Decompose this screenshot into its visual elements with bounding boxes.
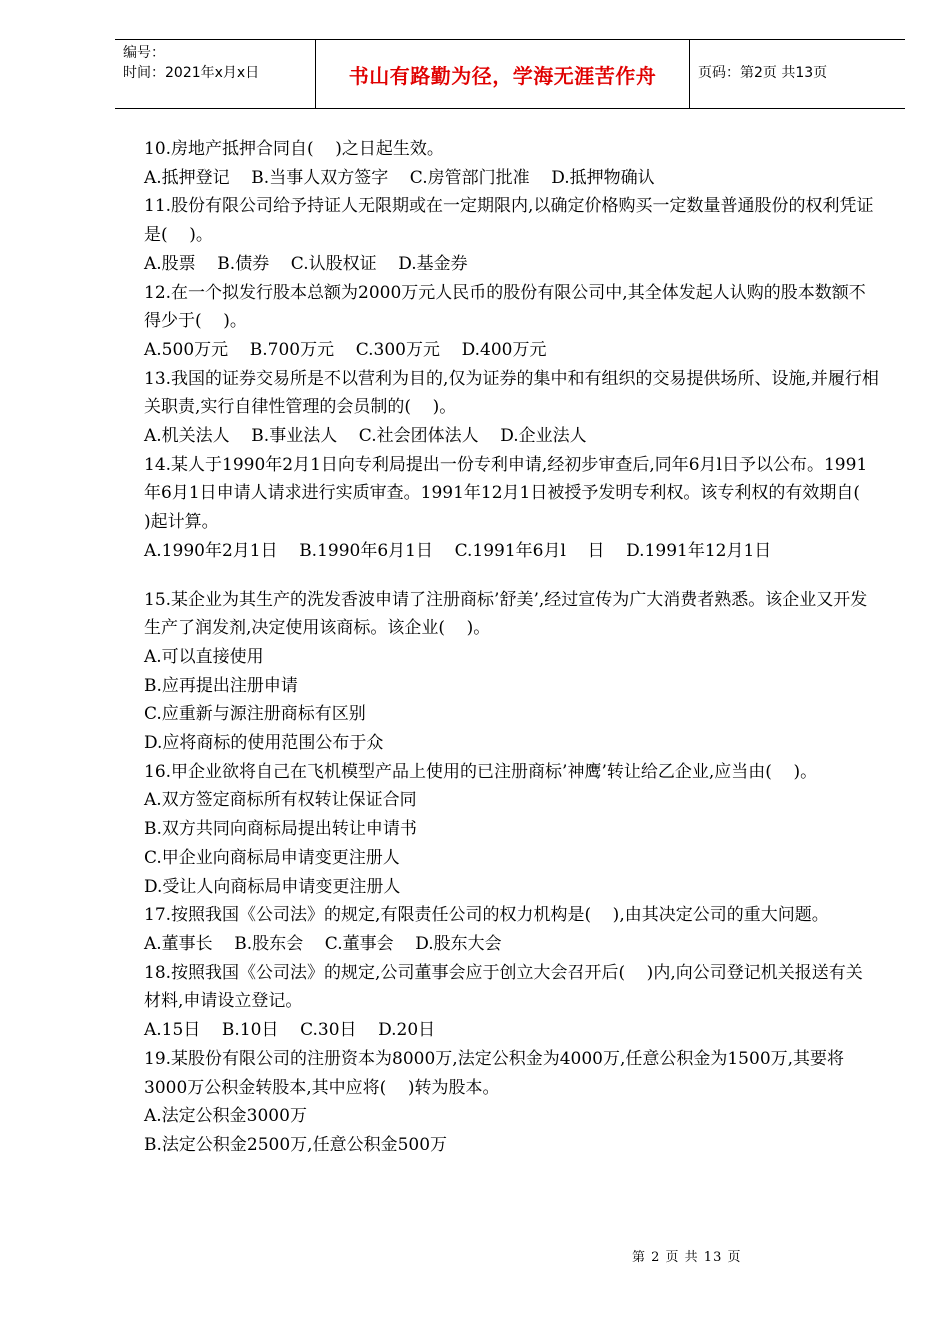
options-line: A.抵押登记 B.当事人双方签字 C.房管部门批准 D.抵押物确认	[144, 167, 655, 188]
question-line: 17.按照我国《公司法》的规定,有限责任公司的权力机构是( ),由其决定公司的重大问题。	[144, 905, 829, 926]
header-motto-cell	[315, 40, 690, 108]
question-line: 15.某企业为其生产的洗发香波申请了注册商标’舒美’,经过宣传为广大消费者熟悉。该企业又开发生产了润发剂,决定使用该商标。该企业( )。	[144, 589, 868, 639]
question-line: 11.股份有限公司给予持证人无限期或在一定期限内,以确定价格购买一定数量普通股份的权利凭证是( )。	[144, 196, 874, 246]
option-line: B.法定公积金2500万,任意公积金500万	[144, 1134, 448, 1155]
page-footer: 第 2 页 共 13 页	[632, 1250, 742, 1265]
option-line: A.法定公积金3000万	[144, 1106, 307, 1127]
option-line: B.双方共同向商标局提出转让申请书	[144, 819, 417, 840]
option-line: B.应再提出注册申请	[144, 675, 298, 696]
options-line: A.股票 B.债券 C.认股权证 D.基金券	[144, 253, 468, 274]
options-line: A.1990年2月1日 B.1990年6月1日 C.1991年6月l 日 D.1991年12月1日	[144, 540, 772, 561]
question-line: 19.某股份有限公司的注册资本为8000万,法定公积金为4000万,任意公积金为1500万,其要将3000万公积金转股本,其中应将( )转为股本。	[144, 1048, 845, 1098]
question-line: 12.在一个拟发行股本总额为2000万元人民币的股份有限公司中,其全体发起人认购的股本数额不得少于( )。	[144, 282, 866, 332]
option-line: A.可以直接使用	[144, 646, 264, 667]
header-meta	[123, 43, 259, 83]
page-header	[115, 39, 905, 109]
options-line: A.机关法人 B.事业法人 C.社会团体法人 D.企业法人	[144, 426, 587, 447]
option-line: A.双方签定商标所有权转让保证合同	[144, 790, 417, 811]
question-line: 14.某人于1990年2月1日向专利局提出一份专利申请,经初步审查后,同年6月l日予以公布。1991年6月1日申请人请求进行实质审查。1991年12月1日被授予发明专利权。该专利权的有效期自( )起计算。	[144, 454, 882, 533]
blank-line	[144, 566, 879, 586]
option-line: C.甲企业向商标局申请变更注册人	[144, 847, 400, 868]
option-line: D.受让人向商标局申请变更注册人	[144, 876, 401, 897]
document-time-label: 时间：2021年x月x日	[123, 65, 260, 81]
options-line: A.500万元 B.700万元 C.300万元 D.400万元	[144, 339, 547, 360]
question-line: 16.甲企业欲将自己在飞机模型产品上使用的已注册商标’神鹰’转让给乙企业,应当由( )。	[144, 761, 818, 782]
header-motto: 书山有路勤为径，学海无涯苦作舟	[348, 63, 657, 88]
options-line: A.15日 B.10日 C.30日 D.20日	[144, 1020, 436, 1041]
question-line: 13.我国的证券交易所是不以营利为目的,仅为证券的集中和有组织的交易提供场所、设施,并履行相关职责,实行自律性管理的会员制的( )。	[144, 368, 879, 418]
document-number-label: 编号：	[123, 45, 165, 61]
option-line: C.应重新与源注册商标有区别	[144, 704, 366, 725]
header-page-label: 页码：第2页 共13页	[698, 65, 828, 81]
question-line: 18.按照我国《公司法》的规定,公司董事会应于创立大会召开后( )内,向公司登记机关报送有关材料,申请设立登记。	[144, 962, 863, 1012]
question-body	[144, 135, 882, 1160]
options-line: A.董事长 B.股东会 C.董事会 D.股东大会	[144, 933, 502, 954]
option-line: D.应将商标的使用范围公布于众	[144, 733, 384, 754]
question-line: 10.房地产抵押合同自( )之日起生效。	[144, 139, 444, 159]
